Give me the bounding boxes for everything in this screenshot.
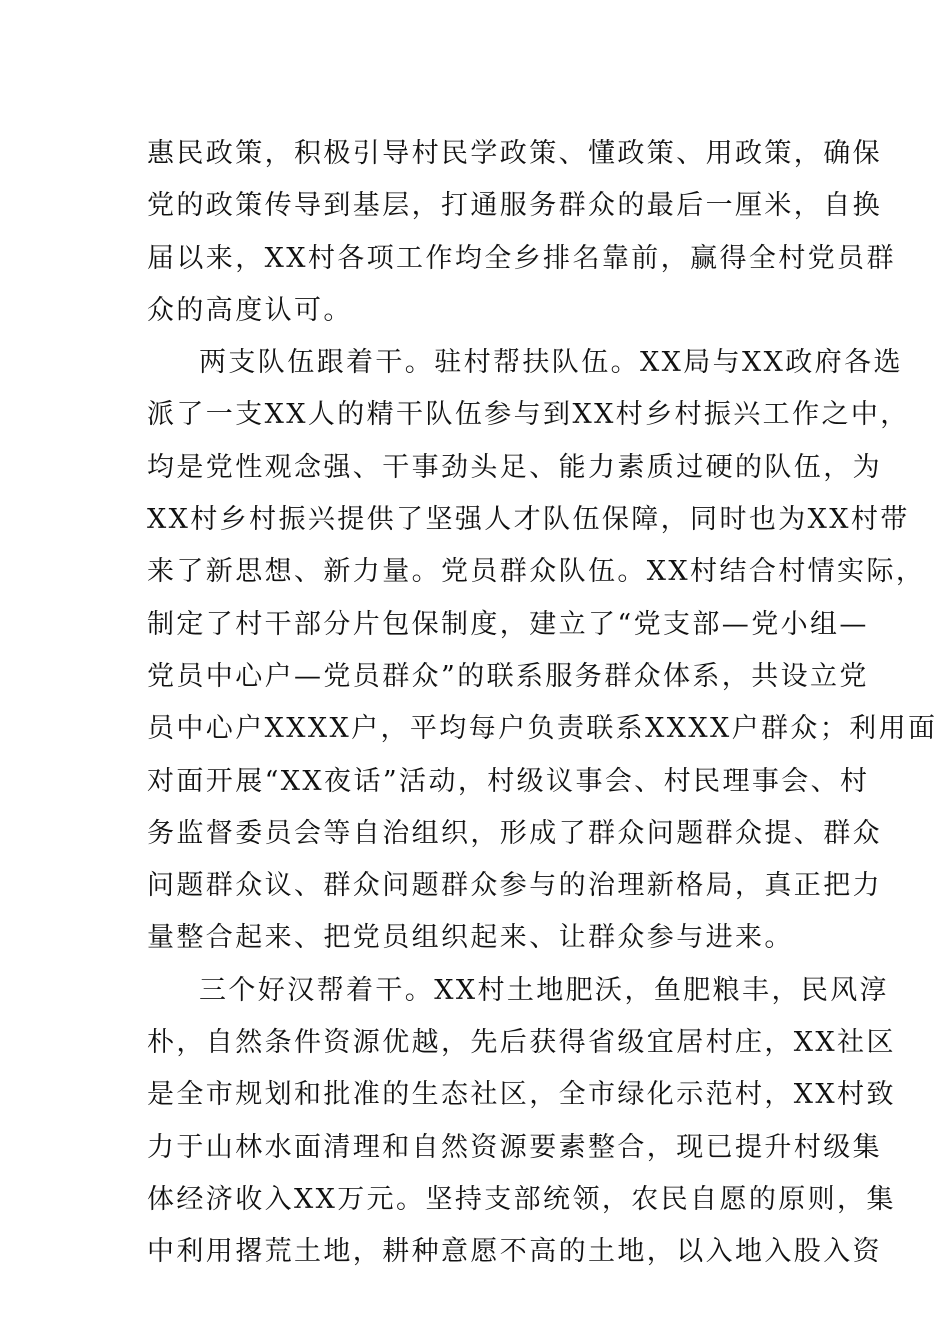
text-line: 体经济收入XX万元。坚持支部统领，农民自愿的原则，集 — [147, 1183, 896, 1215]
text-line: 派了一支XX人的精干队伍参与到XX村乡村振兴工作之中， — [147, 399, 910, 431]
text-line: 众的高度认可。 — [147, 294, 353, 326]
text-line: 问题群众议、群众问题群众参与的治理新格局，真正把力 — [147, 870, 882, 902]
text-line: 量整合起来、把党员组织起来、让群众参与进来。 — [147, 922, 794, 954]
text-line: 党员中心户—党员群众”的联系服务群众体系，共设立党 — [147, 660, 869, 692]
text-line: XX村乡村振兴提供了坚强人才队伍保障，同时也为XX村带 — [147, 504, 910, 536]
text-line: 三个好汉帮着干。XX村土地肥沃，鱼肥粮丰，民风淳 — [199, 974, 890, 1006]
text-line: 党的政策传导到基层，打通服务群众的最后一厘米，自换 — [147, 190, 882, 222]
text-line: 惠民政策，积极引导村民学政策、懂政策、用政策，确保 — [147, 138, 882, 169]
text-line: 务监督委员会等自治组织，形成了群众问题群众提、群众 — [147, 817, 882, 849]
text-line: 届以来，XX村各项工作均全乡排名靠前，赢得全村党员群 — [147, 242, 896, 274]
text-line: 制定了村干部分片包保制度，建立了“党支部—党小组— — [147, 608, 869, 640]
text-line: 均是党性观念强、干事劲头足、能力素质过硬的队伍，为 — [147, 451, 882, 483]
text-line: 中利用撂荒土地，耕种意愿不高的土地，以入地入股入资 — [147, 1236, 882, 1268]
text-line: 员中心户XXXX户，平均每户负责联系XXXX户群众；利用面 — [147, 713, 938, 745]
document-body — [147, 128, 938, 1279]
text-line: 力于山林水面清理和自然资源要素整合，现已提升村级集 — [147, 1131, 882, 1163]
text-line: 来了新思想、新力量。党员群众队伍。XX村结合村情实际， — [147, 556, 926, 588]
text-line: 对面开展“XX夜话”活动，村级议事会、村民理事会、村 — [147, 765, 870, 797]
text-line: 朴，自然条件资源优越，先后获得省级宜居村庄，XX社区 — [147, 1027, 896, 1059]
text-line: 两支队伍跟着干。驻村帮扶队伍。XX局与XX政府各选 — [199, 347, 903, 379]
text-line: 是全市规划和批准的生态社区，全市绿化示范村，XX村致 — [147, 1079, 896, 1111]
